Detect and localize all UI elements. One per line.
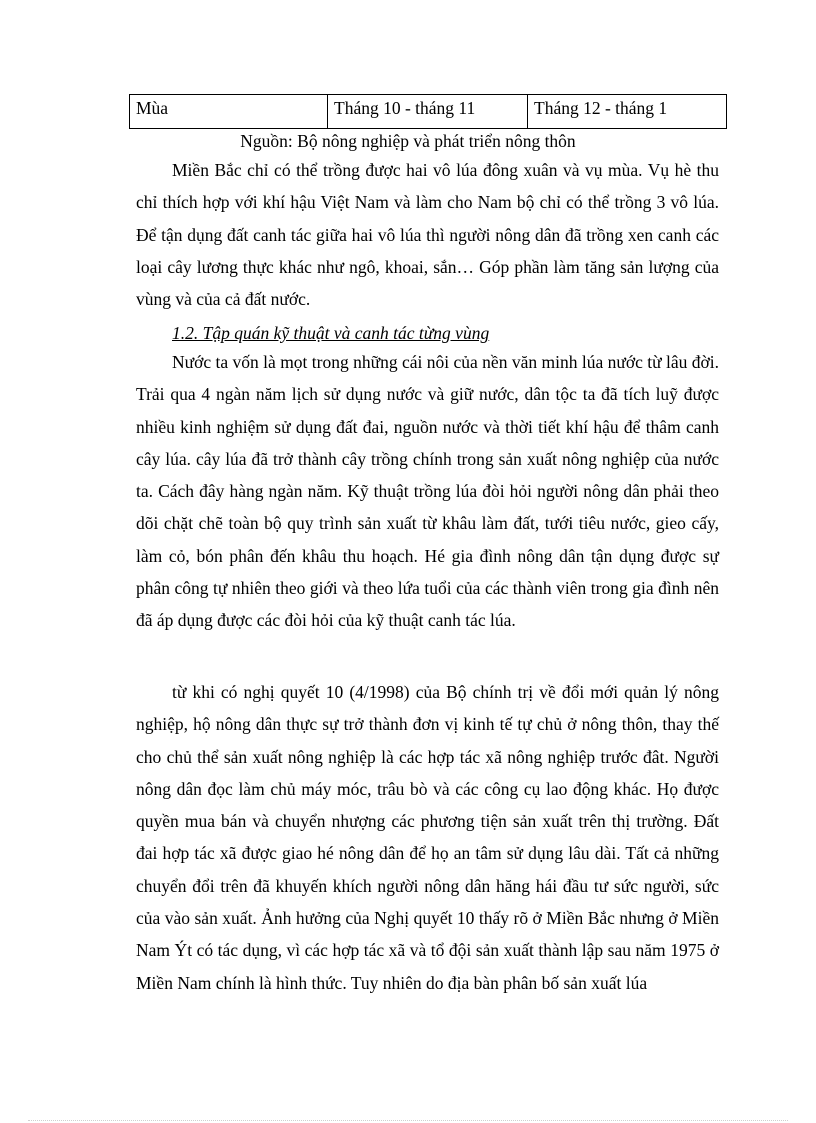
section-heading: 1.2. Tập quán kỹ thuật và canh tác từng vùng — [172, 323, 490, 343]
table-cell-period-2: Tháng 12 - tháng 1 — [528, 95, 727, 129]
page-bottom-divider — [28, 1120, 788, 1121]
table-cell-season: Mùa — [130, 95, 328, 129]
paragraph-rice-seasons: Miền Bắc chỉ có thể trồng được hai vô lúa đông xuân và vụ mùa. Vụ hè thu chỉ thích hợp với khí hậu Việt Nam và làm cho Nam bộ chỉ có thể trồng 3 vô lúa. Để tận dụng đất canh tác giữa hai vô lúa thì người nông dân đã trồng xen canh các loại cây lương thực khác như ngô, khoai, sắn… Góp phần làm tăng sản lượng của vùng và của cả đất nước. — [136, 160, 719, 310]
paragraph-resolution-10: từ khi có nghị quyết 10 (4/1998) của Bộ chính trị về đổi mới quản lý nông nghiệp, hộ nông dân thực sự trở thành đơn vị kinh tế tự chủ ở nông thôn, thay thế cho chủ thể sản xuất nông nghiệp là các hợp tác xã nông nghiệp trước đât. Người nông dân đọc làm chủ máy móc, trâu bò và các công cụ lao động khác. Họ được quyền mua bán và chuyển nhượng các phương tiện sản xuất trên thị trường. Đất đai hợp tác xã được giao hé nông dân để họ an tâm sử dụng lâu dài. Tất cả những chuyển đổi trên đã khuyến khích người nông dân hăng hái đầu tư sức người, sức của vào sản xuất. Ảnh hưởng của Nghị quyết 10 thấy rõ ở Miền Bắc nhưng ở Miền Nam Ýt có tác dụng, vì các hợp tác xã và tổ đội sản xuất thành lập sau năm 1975 ở Miền Nam chính là hình thức. Tuy nhiên do địa bàn phân bố sản xuất lúa — [136, 682, 719, 993]
table-cell-period-1: Tháng 10 - tháng 11 — [328, 95, 528, 129]
paragraph-farming-tradition: Nước ta vốn là mọt trong những cái nôi của nền văn minh lúa nước từ lâu đời. Trải qua 4 ngàn năm lịch sử dụng nước và giữ nước, dân tộc ta đã tích luỹ được nhiều kinh nghiệm sử dụng đất đai, nguồn nước và thời tiết khí hậu để thâm canh cây lúa. cây lúa đã trở thành cây trồng chính trong sản xuất nông nghiệp của nước ta. Cách đây hàng ngàn năm. Kỹ thuật trồng lúa đòi hỏi người nông dân phải theo dõi chặt chẽ toàn bộ quy trình sản xuất từ khâu làm đất, tưới tiêu nước, gieo cấy, làm cỏ, bón phân đến khâu thu hoạch. Hé gia đình nông dân tận dụng được sự phân công tự nhiên theo giới và theo lứa tuổi của các thành viên trong gia đình nên đã áp dụng được các đòi hỏi của kỹ thuật canh tác lúa. — [136, 352, 719, 631]
table-row — [130, 95, 727, 129]
table-source-note: Nguồn: Bộ nông nghiệp và phát triển nông thôn — [240, 131, 576, 151]
season-table — [129, 94, 727, 129]
